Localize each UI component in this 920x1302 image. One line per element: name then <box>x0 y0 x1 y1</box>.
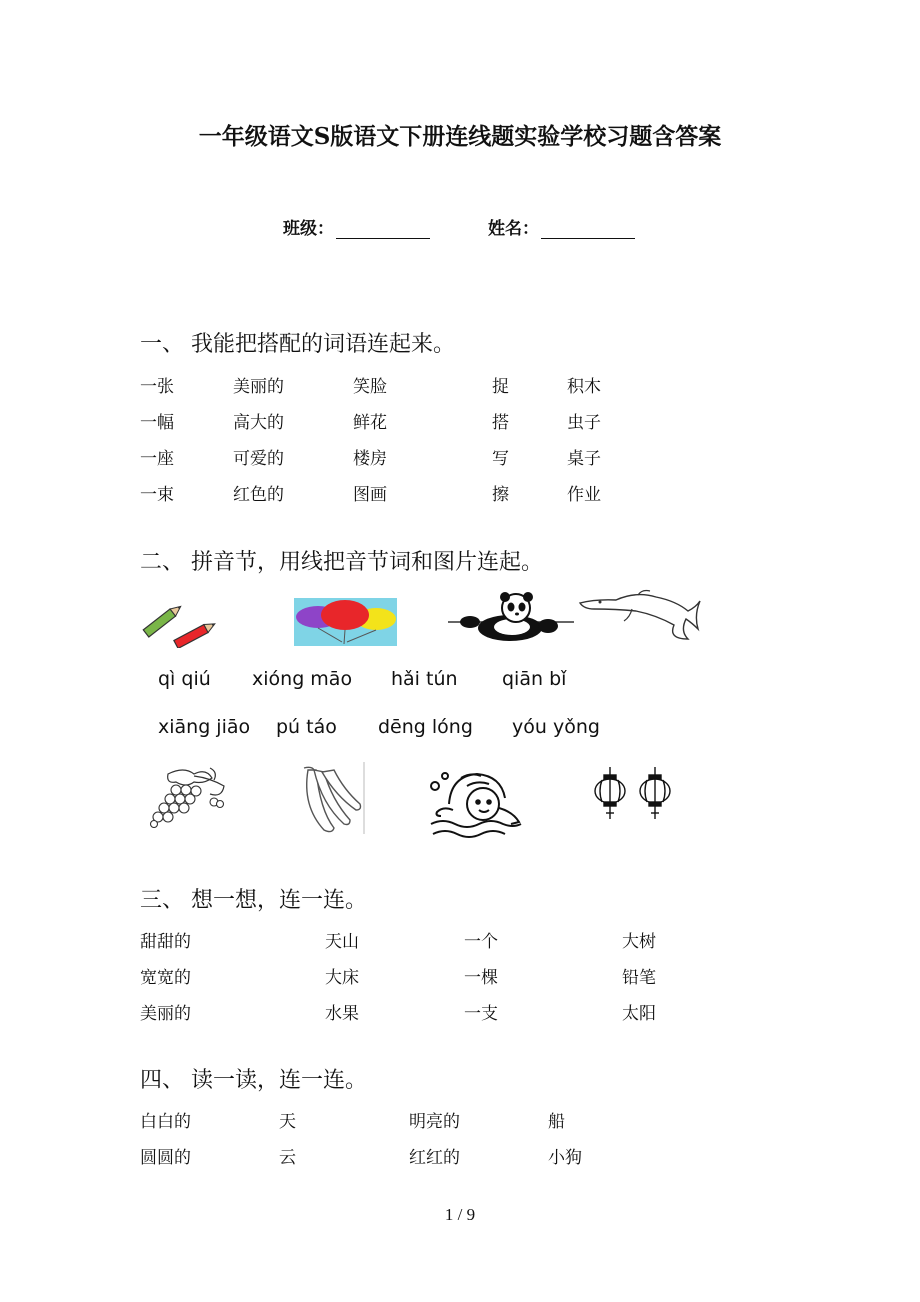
word: 一束 <box>140 485 174 505</box>
section-1-heading: 一、 我能把搭配的词语连起来。 <box>140 332 455 357</box>
word: 一幅 <box>140 413 174 433</box>
pinyin-word: xiāng jiāo <box>158 716 251 738</box>
word: 大树 <box>622 932 656 952</box>
name-blank[interactable] <box>541 220 635 239</box>
balloons-picture[interactable] <box>294 598 397 646</box>
name-label: 姓名： <box>488 219 539 239</box>
word: 虫子 <box>567 413 601 433</box>
word: 小狗 <box>548 1148 582 1168</box>
word: 图画 <box>353 485 387 505</box>
word: 作业 <box>567 485 601 505</box>
pinyin-word: pú táo <box>276 716 337 738</box>
word: 捉 <box>492 377 509 397</box>
word: 船 <box>548 1112 565 1132</box>
word: 宽宽的 <box>140 968 191 988</box>
word: 圆圆的 <box>140 1148 191 1168</box>
word: 一张 <box>140 377 174 397</box>
word: 一个 <box>464 932 498 952</box>
word: 铅笔 <box>622 968 656 988</box>
word: 红色的 <box>233 485 284 505</box>
pinyin-word: hǎi tún <box>391 668 458 690</box>
pencils-picture[interactable] <box>138 598 220 648</box>
word: 太阳 <box>622 1004 656 1024</box>
word: 一座 <box>140 449 174 469</box>
word: 可爱的 <box>233 449 284 469</box>
word: 红红的 <box>409 1148 460 1168</box>
word: 擦 <box>492 485 509 505</box>
word: 甜甜的 <box>140 932 191 952</box>
panda-picture[interactable] <box>448 592 574 644</box>
word: 大床 <box>325 968 359 988</box>
dolphin-picture[interactable] <box>576 587 718 645</box>
word: 美丽的 <box>233 377 284 397</box>
name-field <box>488 214 635 239</box>
word: 积木 <box>567 377 601 397</box>
bananas-picture[interactable] <box>298 760 366 836</box>
word: 楼房 <box>353 449 387 469</box>
word: 一支 <box>464 1004 498 1024</box>
word: 搭 <box>492 413 509 433</box>
page-number: 1 / 9 <box>444 1205 476 1224</box>
grapes-picture[interactable] <box>140 764 228 828</box>
word: 美丽的 <box>140 1004 191 1024</box>
word: 天山 <box>325 932 359 952</box>
class-label: 班级： <box>283 219 334 239</box>
pinyin-word: yóu yǒng <box>512 716 600 738</box>
pinyin-word: qiān bǐ <box>502 668 567 690</box>
word: 天 <box>279 1112 296 1132</box>
section-3-heading: 三、 想一想，连一连。 <box>140 888 367 913</box>
word: 写 <box>492 449 509 469</box>
section-4-heading: 四、 读一读，连一连。 <box>140 1068 367 1093</box>
class-blank[interactable] <box>336 220 430 239</box>
pinyin-word: xióng māo <box>252 668 353 690</box>
word: 笑脸 <box>353 377 387 397</box>
swimmer-picture[interactable] <box>421 766 525 840</box>
section-2-heading: 二、 拼音节，用线把音节词和图片连起。 <box>140 550 543 575</box>
pinyin-word: dēng lóng <box>378 716 473 738</box>
word: 桌子 <box>567 449 601 469</box>
word: 云 <box>279 1148 296 1168</box>
class-field <box>283 214 430 239</box>
word: 水果 <box>325 1004 359 1024</box>
page-title: 一年级语文S版语文下册连线题实验学校习题含答案 <box>198 123 722 150</box>
lanterns-picture[interactable] <box>590 767 676 831</box>
word: 鲜花 <box>353 413 387 433</box>
word: 白白的 <box>140 1112 191 1132</box>
word: 高大的 <box>233 413 284 433</box>
pinyin-word: qì qiú <box>158 668 211 690</box>
word: 一棵 <box>464 968 498 988</box>
word: 明亮的 <box>409 1112 460 1132</box>
